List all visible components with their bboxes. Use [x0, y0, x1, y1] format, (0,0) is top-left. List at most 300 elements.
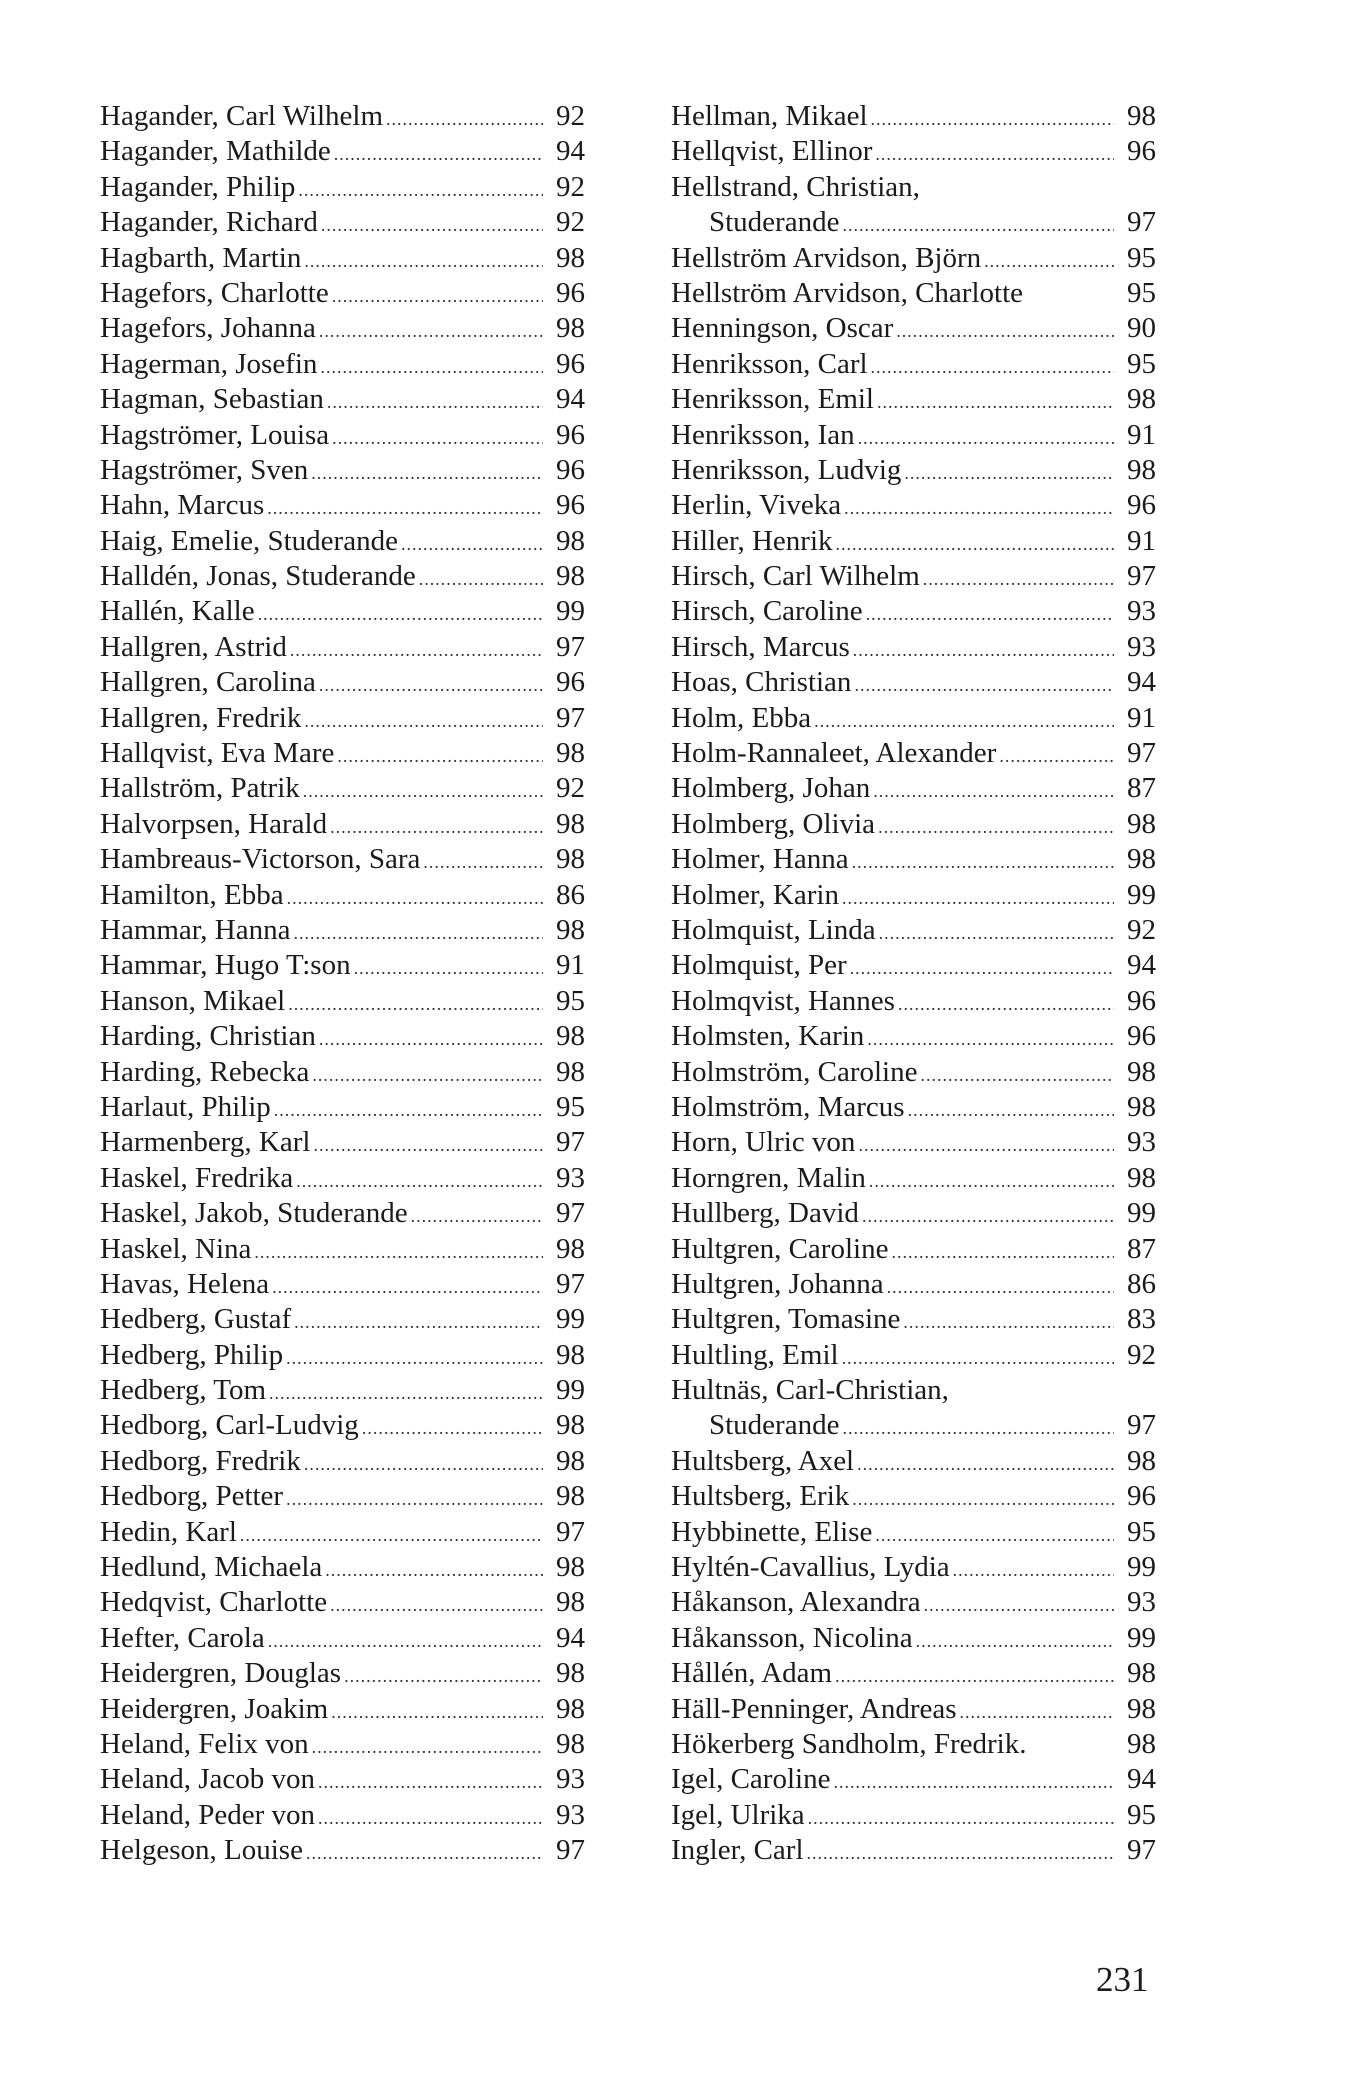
entry-page-number: 86	[556, 878, 585, 911]
entry-page-number: 83	[1127, 1303, 1156, 1336]
index-entry	[671, 665, 1156, 700]
entry-page-number: 94	[1127, 949, 1156, 982]
dot-leader	[325, 1553, 543, 1588]
entry-page-number: 94	[1127, 1763, 1156, 1796]
entry-name: Hellström Arvidson, Björn	[671, 241, 982, 274]
entry-name: Hybbinette, Elise	[671, 1515, 873, 1548]
index-entry	[671, 948, 1156, 983]
entry-page-number: 99	[1127, 1621, 1156, 1654]
entry-page-number: 98	[556, 312, 585, 345]
entry-page-number: 95	[556, 984, 585, 1017]
entry-name: Hanson, Mikael	[100, 984, 286, 1017]
entry-name: Hagefors, Charlotte	[100, 276, 329, 309]
dot-leader	[334, 137, 543, 172]
entry-name: Holmquist, Per	[671, 949, 847, 982]
index-entry	[100, 1444, 585, 1479]
entry-name: Havas, Helena	[100, 1267, 270, 1300]
index-entry	[100, 1338, 585, 1373]
entry-name: Hultling, Emil	[671, 1338, 839, 1371]
dot-leader	[842, 208, 1114, 243]
entry-name: Holmberg, Olivia	[671, 807, 876, 840]
dot-leader	[288, 987, 543, 1022]
index-entry	[100, 488, 585, 523]
dot-leader	[304, 1447, 543, 1482]
entry-page-number: 94	[556, 383, 585, 416]
index-entry	[671, 913, 1156, 948]
entry-name: Hammar, Hugo T:son	[100, 949, 351, 982]
entry-name: Holm-Rannaleet, Alexander	[671, 737, 997, 770]
entry-page-number: 97	[1127, 1834, 1156, 1867]
entry-page-number: 92	[556, 206, 585, 239]
entry-name: Hållén, Adam	[671, 1657, 833, 1690]
index-entry	[100, 771, 585, 806]
entry-name: Hallgren, Carolina	[100, 666, 316, 699]
dot-leader	[240, 1518, 543, 1553]
entry-page-number: 95	[1127, 347, 1156, 380]
index-entry	[671, 524, 1156, 559]
index-entry	[671, 1444, 1156, 1479]
dot-leader	[304, 704, 543, 739]
entry-name: Henriksson, Ludvig	[671, 453, 902, 486]
entry-page-number: 98	[556, 807, 585, 840]
index-entry	[671, 1727, 1156, 1762]
entry-page-number: 98	[556, 524, 585, 557]
entry-name: Holmqvist, Hannes	[671, 984, 895, 1017]
entry-page-number: 95	[1127, 1798, 1156, 1831]
dot-leader	[293, 916, 543, 951]
entry-page-number: 98	[1127, 1161, 1156, 1194]
dot-leader	[866, 597, 1114, 632]
entry-page-number: 98	[1127, 453, 1156, 486]
entry-name: Hagströmer, Louisa	[100, 418, 330, 451]
index-entry	[100, 276, 585, 311]
entry-name: Hyltén-Cavallius, Lydia	[671, 1551, 950, 1584]
index-entry	[671, 1479, 1156, 1514]
index-entry	[100, 630, 585, 665]
dot-leader	[354, 951, 543, 986]
entry-page-number: 98	[1127, 807, 1156, 840]
entry-name: Hellstrand, Christian,	[671, 170, 920, 203]
dot-leader	[311, 456, 543, 491]
dot-leader	[321, 208, 543, 243]
dot-leader	[411, 1199, 543, 1234]
index-entry	[100, 1479, 585, 1514]
entry-name: Hedin, Karl	[100, 1515, 237, 1548]
dot-leader	[344, 1659, 543, 1694]
dot-leader	[306, 1836, 543, 1871]
entry-name: Igel, Ulrika	[671, 1798, 805, 1831]
index-entry	[100, 418, 585, 453]
entry-name: Hultgren, Johanna	[671, 1267, 884, 1300]
index-entry	[671, 1090, 1156, 1125]
entry-page-number: 90	[1127, 312, 1156, 345]
entry-name: Hagerman, Josefin	[100, 347, 318, 380]
dot-leader	[867, 1022, 1114, 1057]
dot-leader	[953, 1553, 1114, 1588]
entry-name: Hellström Arvidson, Charlotte	[671, 276, 1023, 309]
entry-page-number: 91	[1127, 701, 1156, 734]
entry-name: Harding, Christian	[100, 1020, 316, 1053]
dot-leader	[875, 137, 1114, 172]
index-entry	[100, 1161, 585, 1196]
entry-page-number: 98	[556, 1657, 585, 1690]
entry-name: Hallgren, Astrid	[100, 630, 287, 663]
index-entry	[100, 347, 585, 382]
dot-leader	[854, 668, 1114, 703]
entry-page-number: 96	[1127, 135, 1156, 168]
entry-name: Hirsch, Carl Wilhelm	[671, 560, 920, 593]
entry-page-number: 99	[556, 1303, 585, 1336]
index-entry	[100, 807, 585, 842]
entry-name: Håkanson, Alexandra	[671, 1586, 921, 1619]
entry-name: Heland, Felix von	[100, 1727, 309, 1760]
entry-page-number: 96	[556, 347, 585, 380]
index-entry	[671, 134, 1156, 169]
entry-page-number: 97	[1127, 737, 1156, 770]
dot-leader	[807, 1836, 1114, 1871]
entry-page-number: 94	[1127, 666, 1156, 699]
dot-leader	[294, 1305, 543, 1340]
index-entry	[100, 878, 585, 913]
dot-leader	[920, 1058, 1114, 1093]
entry-name: Heidergren, Joakim	[100, 1692, 329, 1725]
dot-leader	[871, 350, 1114, 385]
entry-name: Harding, Rebecka	[100, 1055, 310, 1088]
index-entry	[100, 1125, 585, 1160]
index-entry	[671, 984, 1156, 1019]
index-entry	[100, 1055, 585, 1090]
dot-leader	[844, 491, 1114, 526]
index-entry	[671, 1232, 1156, 1267]
index-entry	[671, 701, 1156, 736]
entry-page-number: 86	[1127, 1267, 1156, 1300]
index-entry	[100, 1585, 585, 1620]
index-entry	[671, 1621, 1156, 1656]
entry-page-number: 98	[556, 1586, 585, 1619]
entry-page-number: 92	[556, 170, 585, 203]
index-entry	[671, 1408, 1156, 1443]
entry-page-number: 93	[1127, 595, 1156, 628]
index-column-left	[100, 99, 585, 1869]
entry-page-number: 98	[556, 1338, 585, 1371]
entry-page-number: 98	[556, 1444, 585, 1477]
entry-name: Hagander, Richard	[100, 206, 318, 239]
entry-name: Hultsberg, Erik	[671, 1480, 850, 1513]
entry-page-number: 96	[556, 418, 585, 451]
index-entry	[671, 418, 1156, 453]
index-entry	[671, 99, 1156, 134]
entry-page-number: 92	[1127, 913, 1156, 946]
index-entry	[671, 453, 1156, 488]
entry-page-number: 96	[1127, 984, 1156, 1017]
dot-leader	[332, 279, 543, 314]
index-entry	[100, 453, 585, 488]
entry-name: Haskel, Nina	[100, 1232, 252, 1265]
entry-name: Harmenberg, Karl	[100, 1126, 311, 1159]
entry-name: Hallqvist, Eva Mare	[100, 737, 335, 770]
dot-leader	[274, 1093, 543, 1128]
entry-name: Hultgren, Caroline	[671, 1232, 889, 1265]
entry-page-number: 98	[1127, 1444, 1156, 1477]
index-entry	[100, 984, 585, 1019]
dot-leader	[272, 1270, 543, 1305]
index-entry	[671, 630, 1156, 665]
dot-leader	[258, 597, 543, 632]
entry-page-number: 99	[556, 1374, 585, 1407]
dot-leader	[401, 527, 543, 562]
entry-name: Hirsch, Marcus	[671, 630, 850, 663]
index-entry	[100, 1798, 585, 1833]
dot-leader	[984, 244, 1114, 279]
index-entry	[671, 241, 1156, 276]
entry-page-number: 99	[556, 595, 585, 628]
index-entry-continued	[671, 1373, 1156, 1408]
dot-leader	[862, 1199, 1114, 1234]
dot-leader	[330, 1588, 543, 1623]
entry-page-number: 97	[556, 1834, 585, 1867]
dot-leader	[908, 1093, 1114, 1128]
index-entry	[671, 1656, 1156, 1691]
index-entry	[671, 276, 1156, 311]
index-entry	[671, 1267, 1156, 1302]
dot-leader	[286, 1482, 543, 1517]
index-entry	[100, 205, 585, 240]
entry-page-number: 99	[1127, 1197, 1156, 1230]
entry-page-number: 94	[556, 135, 585, 168]
entry-page-number: 98	[556, 560, 585, 593]
entry-name: Studerande	[709, 1409, 840, 1442]
entry-page-number: 93	[1127, 1586, 1156, 1619]
index-entry	[671, 878, 1156, 913]
entry-page-number: 98	[1127, 1692, 1156, 1725]
index-entry	[100, 1373, 585, 1408]
entry-page-number: 98	[556, 1727, 585, 1760]
entry-page-number: 97	[556, 701, 585, 734]
index-entry	[100, 170, 585, 205]
index-entry	[100, 241, 585, 276]
dot-leader	[896, 314, 1114, 349]
dot-leader	[330, 810, 543, 845]
entry-name: Hagströmer, Sven	[100, 453, 309, 486]
index-entry	[671, 1196, 1156, 1231]
index-entry	[671, 594, 1156, 629]
entry-name: Halldén, Jonas, Studerande	[100, 560, 416, 593]
dot-leader	[842, 881, 1114, 916]
entry-name: Hagander, Mathilde	[100, 135, 331, 168]
entry-page-number: 97	[556, 630, 585, 663]
entry-page-number: 92	[1127, 1338, 1156, 1371]
entry-page-number: 98	[556, 737, 585, 770]
index-entry	[671, 1019, 1156, 1054]
entry-name: Henningson, Oscar	[671, 312, 894, 345]
index-entry	[100, 948, 585, 983]
dot-leader	[337, 739, 543, 774]
dot-leader	[878, 810, 1114, 845]
dot-leader	[916, 1624, 1114, 1659]
dot-leader	[319, 668, 543, 703]
dot-leader	[871, 102, 1114, 137]
entry-page-number: 95	[1127, 241, 1156, 274]
entry-name: Hallgren, Fredrik	[100, 701, 302, 734]
entry-page-number: 93	[1127, 1126, 1156, 1159]
entry-name: Hedlund, Michaela	[100, 1551, 323, 1584]
entry-page-number: 96	[556, 276, 585, 309]
entry-page-number: 96	[556, 489, 585, 522]
entry-name: Hahn, Marcus	[100, 489, 265, 522]
entry-name: Igel, Caroline	[671, 1763, 831, 1796]
entry-name: Halvorpsen, Harald	[100, 807, 328, 840]
index-entry	[671, 382, 1156, 417]
dot-leader	[887, 1270, 1114, 1305]
index-entry	[100, 311, 585, 346]
dot-leader	[423, 845, 543, 880]
entry-page-number: 93	[556, 1798, 585, 1831]
entry-name: Harlaut, Philip	[100, 1090, 271, 1123]
index-entry	[671, 736, 1156, 771]
entry-page-number: 98	[556, 1409, 585, 1442]
entry-name: Hedborg, Petter	[100, 1480, 284, 1513]
entry-name: Häll-Penninger, Andreas	[671, 1692, 957, 1725]
index-entry	[100, 1019, 585, 1054]
dot-leader	[254, 1235, 543, 1270]
dot-leader	[869, 1164, 1114, 1199]
entry-name: Hedborg, Fredrik	[100, 1444, 301, 1477]
entry-page-number: 92	[556, 772, 585, 805]
dot-leader	[332, 421, 543, 456]
entry-page-number: 93	[556, 1763, 585, 1796]
index-entry	[100, 1656, 585, 1691]
entry-name: Hökerberg Sandholm, Fredrik.	[671, 1727, 1027, 1760]
dot-leader	[814, 704, 1114, 739]
index-entry-continued	[671, 170, 1156, 205]
dot-leader	[318, 1765, 543, 1800]
index-entry	[100, 1408, 585, 1443]
index-entry	[100, 134, 585, 169]
entry-name: Holmer, Hanna	[671, 843, 849, 876]
index-entry	[100, 1762, 585, 1797]
entry-page-number: 98	[556, 1232, 585, 1265]
entry-page-number: 96	[556, 453, 585, 486]
entry-name: Haskel, Jakob, Studerande	[100, 1197, 408, 1230]
index-entry	[100, 1727, 585, 1762]
index-entry	[100, 1232, 585, 1267]
entry-name: Hambreaus-Victorson, Sara	[100, 843, 421, 876]
entry-name: Holmström, Caroline	[671, 1055, 918, 1088]
entry-name: Ingler, Carl	[671, 1834, 804, 1867]
entry-name: Hirsch, Caroline	[671, 595, 863, 628]
entry-name: Hagman, Sebastian	[100, 383, 324, 416]
entry-name: Hedberg, Tom	[100, 1374, 267, 1407]
entry-name: Hagefors, Johanna	[100, 312, 316, 345]
index-entry	[671, 842, 1156, 877]
entry-name: Hultnäs, Carl-Christian,	[671, 1374, 949, 1407]
index-entry	[100, 382, 585, 417]
entry-name: Hellqvist, Ellinor	[671, 135, 873, 168]
entry-name: Hullberg, David	[671, 1197, 859, 1230]
entry-page-number: 97	[1127, 1409, 1156, 1442]
entry-page-number: 97	[556, 1515, 585, 1548]
entry-page-number: 91	[1127, 524, 1156, 557]
entry-page-number: 98	[556, 843, 585, 876]
index-entry	[100, 701, 585, 736]
index-entry	[100, 1621, 585, 1656]
entry-name: Hammar, Hanna	[100, 913, 291, 946]
entry-name: Heland, Peder von	[100, 1798, 316, 1831]
index-entry	[100, 736, 585, 771]
entry-name: Holmquist, Linda	[671, 913, 876, 946]
entry-name: Hiller, Henrik	[671, 524, 833, 557]
dot-leader	[852, 845, 1114, 880]
index-entry	[671, 1125, 1156, 1160]
index-entry	[671, 1833, 1156, 1868]
entry-page-number: 94	[556, 1621, 585, 1654]
index-entry	[671, 1798, 1156, 1833]
dot-leader	[362, 1411, 543, 1446]
dot-leader	[833, 1765, 1114, 1800]
entry-page-number: 92	[556, 100, 585, 132]
entry-name: Hagander, Carl Wilhelm	[100, 100, 384, 132]
entry-name: Holmer, Karin	[671, 878, 839, 911]
index-entry	[671, 807, 1156, 842]
entry-page-number: 98	[1127, 1657, 1156, 1690]
entry-page-number: 96	[1127, 489, 1156, 522]
entry-page-number: 91	[556, 949, 585, 982]
dot-leader	[287, 881, 543, 916]
dot-leader	[331, 1695, 543, 1730]
entry-name: Hefter, Carola	[100, 1621, 265, 1654]
entry-name: Horngren, Malin	[671, 1161, 866, 1194]
entry-page-number: 99	[1127, 1551, 1156, 1584]
entry-page-number: 95	[1127, 276, 1156, 309]
entry-name: Hamilton, Ebba	[100, 878, 284, 911]
index-entry	[100, 524, 585, 559]
entry-name: Hoas, Christian	[671, 666, 852, 699]
entry-page-number: 99	[1127, 878, 1156, 911]
dot-leader	[303, 774, 543, 809]
entry-page-number: 98	[1127, 383, 1156, 416]
entry-name: Holmström, Marcus	[671, 1090, 905, 1123]
entry-page-number: 98	[1127, 1090, 1156, 1123]
entry-page-number: 98	[556, 1692, 585, 1725]
dot-leader	[319, 314, 543, 349]
entry-name: Holmberg, Johan	[671, 772, 871, 805]
index-entry	[671, 1338, 1156, 1373]
index-entry	[671, 1585, 1156, 1620]
dot-leader	[877, 385, 1114, 420]
index-entry	[100, 559, 585, 594]
dot-leader	[960, 1695, 1114, 1730]
index-entry	[100, 594, 585, 629]
index-entry	[100, 1090, 585, 1125]
index-entry	[100, 1550, 585, 1585]
index-entry	[671, 1762, 1156, 1797]
dot-leader	[313, 1128, 543, 1163]
entry-page-number: 98	[1127, 1727, 1156, 1760]
index-entry	[671, 771, 1156, 806]
entry-page-number: 87	[1127, 772, 1156, 805]
index-entry	[100, 1302, 585, 1337]
entry-name: Hedberg, Gustaf	[100, 1303, 292, 1336]
entry-name: Hultsberg, Axel	[671, 1444, 855, 1477]
index-entry	[671, 559, 1156, 594]
entry-name: Hagander, Philip	[100, 170, 296, 203]
entry-name: Hedborg, Carl-Ludvig	[100, 1409, 359, 1442]
entry-name: Holm, Ebba	[671, 701, 812, 734]
dot-leader	[290, 633, 543, 668]
dot-leader	[286, 1341, 543, 1376]
dot-leader	[386, 102, 543, 137]
dot-leader	[312, 1058, 543, 1093]
